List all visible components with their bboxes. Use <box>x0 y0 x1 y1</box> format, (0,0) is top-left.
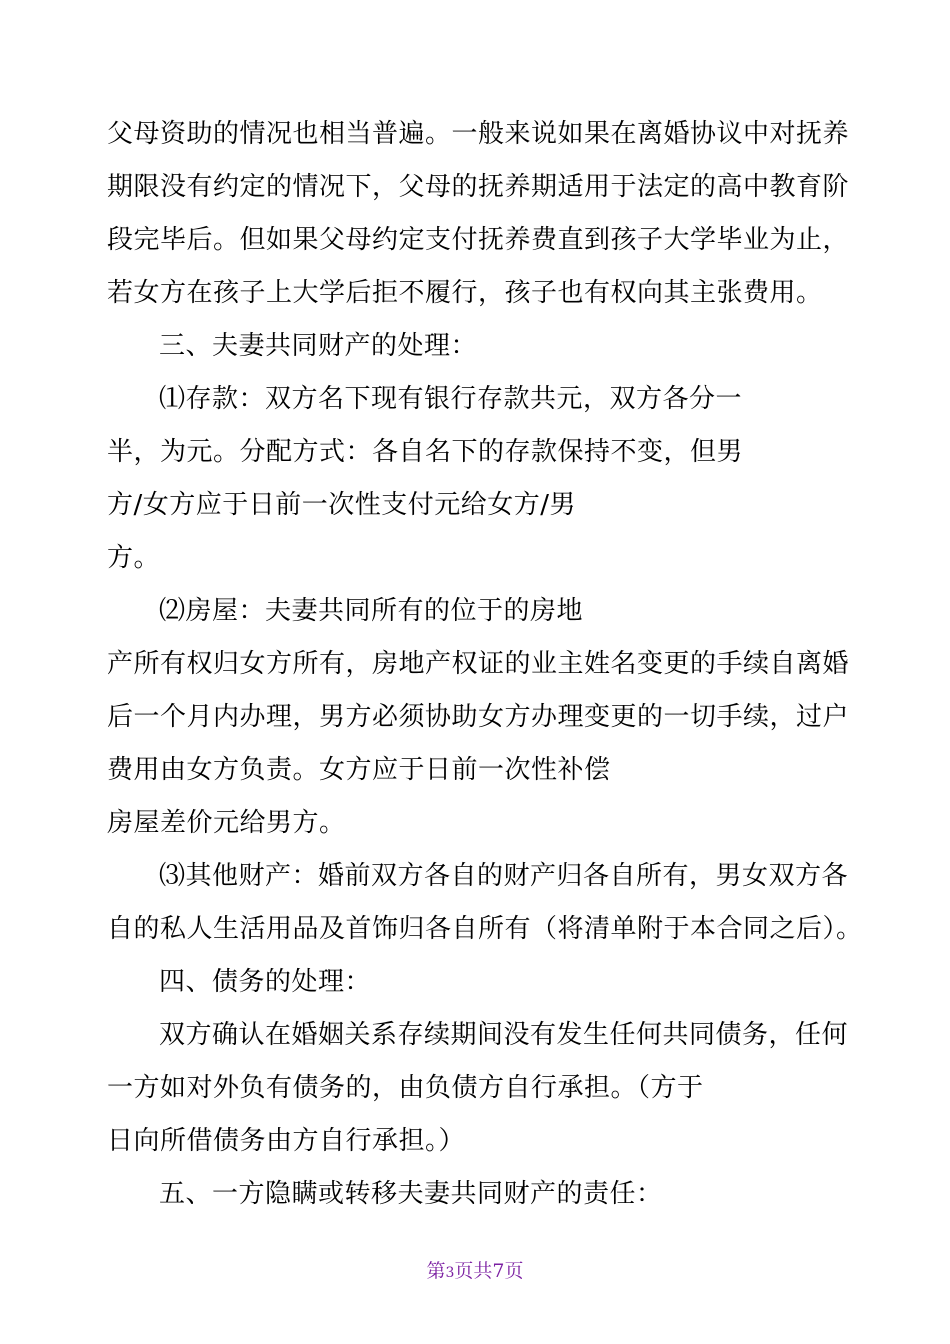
section-heading: 三、夫妻共同财产的处理： <box>159 331 478 361</box>
section-heading: 四、债务的处理： <box>159 967 372 997</box>
page-footer <box>0 1258 950 1286</box>
paragraph-line: 费用由女方负责。女方应于日前一次性补偿 <box>107 755 611 785</box>
footer-middle: 页共 <box>454 1260 493 1282</box>
paragraph-line: 双方确认在婚姻关系存续期间没有发生任何共同债务，任何 <box>159 1020 849 1050</box>
paragraph-line: ⑴存款：双方名下现有银行存款共元，双方各分一 <box>159 384 743 414</box>
paragraph-line: 房屋差价元给男方。 <box>107 808 346 838</box>
total-pages-number: 7 <box>492 1260 505 1282</box>
paragraph-line: 方/女方应于日前一次性支付元给女方/男 <box>107 490 577 520</box>
paragraph-line: 段完毕后。但如果父母约定支付抚养费直到孩子大学毕业为止， <box>107 225 850 255</box>
paragraph-line: ⑵房屋：夫妻共同所有的位于的房地 <box>159 596 584 626</box>
paragraph-line: 父母资助的情况也相当普遍。一般来说如果在离婚协议中对抚养 <box>107 119 850 149</box>
paragraph-line: 后一个月内办理，男方必须协助女方办理变更的一切手续，过户 <box>107 702 850 732</box>
footer-prefix: 第 <box>426 1260 446 1282</box>
paragraph-line: 一方如对外负有债务的，由负债方自行承担。（方于 <box>107 1073 704 1103</box>
paragraph-line: 产所有权归女方所有，房地产权证的业主姓名变更的手续自离婚 <box>107 649 850 679</box>
section-heading: 五、一方隐瞒或转移夫妻共同财产的责任： <box>159 1179 663 1209</box>
paragraph-line: ⑶其他财产：婚前双方各自的财产归各自所有，男女双方各 <box>159 861 849 891</box>
footer-suffix: 页 <box>504 1260 524 1282</box>
paragraph-line: 半，为元。分配方式：各自名下的存款保持不变，但男 <box>107 437 744 467</box>
paragraph-line: 期限没有约定的情况下，父母的抚养期适用于法定的高中教育阶 <box>107 172 850 202</box>
current-page-number: 3 <box>445 1265 455 1281</box>
paragraph-line: 若女方在孩子上大学后拒不履行，孩子也有权向其主张费用。 <box>107 278 823 308</box>
paragraph-line: 自的私人生活用品及首饰归各自所有（将清单附于本合同之后）。 <box>107 914 863 944</box>
paragraph-line: 方。 <box>107 543 161 573</box>
paragraph-line: 日向所借债务由方自行承担。） <box>107 1126 466 1156</box>
